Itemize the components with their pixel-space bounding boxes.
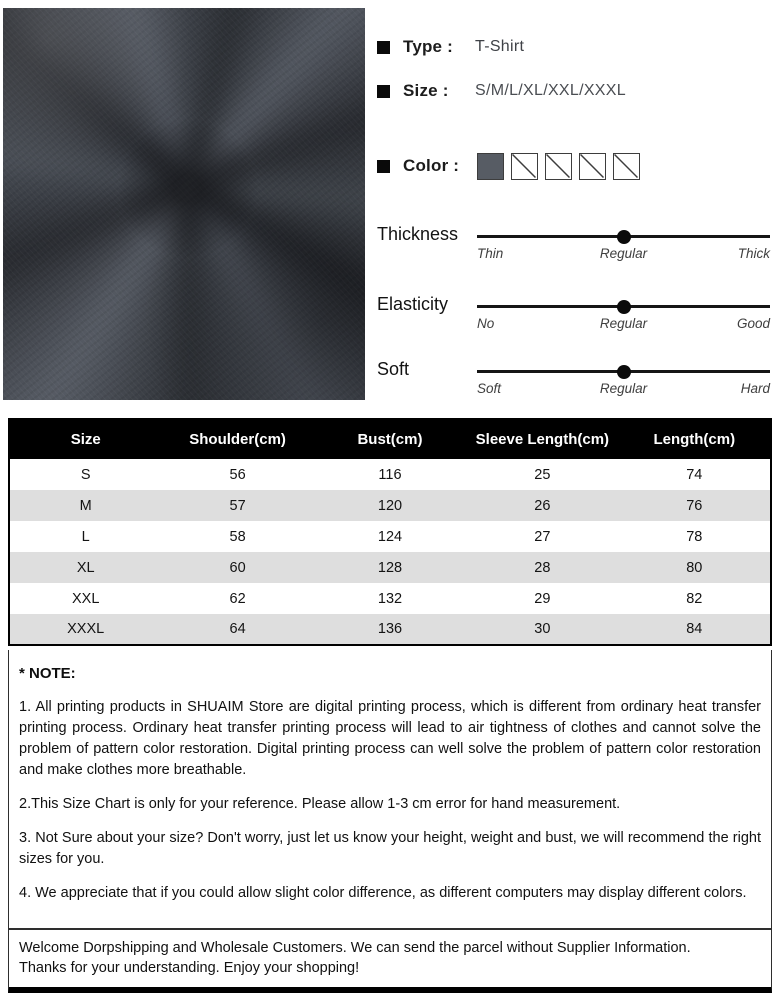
table-cell: 116	[314, 459, 466, 490]
soft-mid-label: Regular	[599, 381, 648, 396]
type-label: Type :	[403, 37, 454, 56]
soft-label: Soft	[377, 359, 410, 379]
column-header: Sleeve Length(cm)	[466, 419, 618, 459]
elasticity-label: Elasticity	[377, 294, 449, 314]
note-title: * NOTE:	[19, 665, 76, 682]
table-cell: 56	[161, 459, 313, 490]
thickness-slider-track	[477, 235, 770, 238]
note-paragraph: 4. We appreciate that if you could allow slight color difference, as different computers may display different colors.	[19, 885, 747, 902]
table-cell: M	[9, 490, 161, 521]
size-value: S/M/L/XL/XXL/XXXL	[475, 82, 626, 99]
table-cell: 136	[314, 614, 466, 645]
table-cell: 62	[161, 583, 313, 614]
table-cell: XXXL	[9, 614, 161, 645]
table-cell: L	[9, 521, 161, 552]
color-swatch-option-3	[545, 153, 572, 180]
table-cell: XL	[9, 552, 161, 583]
soft-slider-dot	[617, 365, 631, 379]
table-row	[9, 552, 771, 583]
thickness-slider-dot	[617, 230, 631, 244]
color-swatch-solid-gray	[477, 153, 504, 180]
table-cell: 74	[619, 459, 771, 490]
thickness-slider	[377, 220, 775, 290]
column-header: Bust(cm)	[314, 419, 466, 459]
table-cell: 29	[466, 583, 618, 614]
note-paragraph: 2.This Size Chart is only for your reference. Please allow 1-3 cm error for hand measurement.	[19, 796, 621, 813]
footer-line-2: Thanks for your understanding. Enjoy your shopping!	[19, 960, 360, 976]
color-label: Color :	[403, 156, 460, 175]
size-row	[377, 81, 626, 101]
footer-message	[9, 928, 771, 987]
table-cell: 58	[161, 521, 313, 552]
table-cell: 82	[619, 583, 771, 614]
table-row	[9, 583, 771, 614]
table-cell: 124	[314, 521, 466, 552]
fabric-photo	[3, 8, 365, 400]
elasticity-mid-label: Regular	[599, 316, 648, 331]
elasticity-slider	[377, 290, 775, 360]
square-bullet-icon	[377, 85, 390, 98]
square-bullet-icon	[377, 41, 390, 54]
soft-slider-track	[477, 370, 770, 373]
note-paragraphs	[9, 650, 771, 928]
column-header: Size	[9, 419, 161, 459]
table-row	[9, 521, 771, 552]
color-swatch-option-5	[613, 153, 640, 180]
note-paragraph: 1. All printing products in SHUAIM Store are digital printing process, which is different from ordinary heat transfer printing process. Ordinary heat transfer printing process will lead to air tightness of clothes and cannot solve the problem of pattern color restoration. Digital printing process can well solve the problem of pattern color restoration and make clothes more breathable.	[19, 699, 761, 779]
diagonal-line-icon	[580, 154, 604, 178]
type-row	[377, 37, 524, 57]
column-header: Shoulder(cm)	[161, 419, 313, 459]
thickness-max-label: Thick	[737, 246, 770, 261]
size-table-body	[9, 459, 771, 645]
note-box	[8, 650, 772, 993]
table-cell: 84	[619, 614, 771, 645]
table-cell: 132	[314, 583, 466, 614]
size-label: Size :	[403, 81, 449, 100]
table-cell: 57	[161, 490, 313, 521]
table-cell: XXL	[9, 583, 161, 614]
type-value: T-Shirt	[475, 38, 525, 55]
table-cell: 27	[466, 521, 618, 552]
elasticity-slider-track	[477, 305, 770, 308]
table-cell: 120	[314, 490, 466, 521]
table-cell: 25	[466, 459, 618, 490]
thickness-label: Thickness	[377, 224, 459, 244]
table-row	[9, 490, 771, 521]
elasticity-min-label: No	[477, 316, 495, 331]
size-chart-table	[8, 418, 772, 646]
square-bullet-icon	[377, 160, 390, 173]
color-swatches	[477, 153, 647, 180]
table-cell: 26	[466, 490, 618, 521]
column-header: Length(cm)	[619, 419, 771, 459]
table-cell: 78	[619, 521, 771, 552]
table-cell: 30	[466, 614, 618, 645]
color-swatch-option-2	[511, 153, 538, 180]
table-cell: S	[9, 459, 161, 490]
footer-line-1: Welcome Dorpshipping and Wholesale Customers. We can send the parcel without Supplier Information.	[19, 940, 691, 956]
diagonal-line-icon	[614, 154, 638, 178]
note-paragraph: 3. Not Sure about your size? Don't worry, just let us know your height, weight and bust, we will recommend the right sizes for you.	[19, 830, 761, 868]
thickness-min-label: Thin	[477, 246, 504, 261]
table-row	[9, 459, 771, 490]
color-swatch-option-4	[579, 153, 606, 180]
table-cell: 64	[161, 614, 313, 645]
table-cell: 80	[619, 552, 771, 583]
color-row	[377, 152, 647, 180]
diagonal-line-icon	[546, 154, 570, 178]
elasticity-max-label: Good	[736, 316, 770, 331]
diagonal-line-icon	[512, 154, 536, 178]
soft-max-label: Hard	[740, 381, 770, 396]
fabric-shading	[3, 8, 365, 400]
soft-slider	[377, 355, 775, 425]
table-cell: 76	[619, 490, 771, 521]
size-table-header-row	[9, 419, 771, 459]
table-row	[9, 614, 771, 645]
table-cell: 128	[314, 552, 466, 583]
thickness-mid-label: Regular	[599, 246, 648, 261]
elasticity-slider-dot	[617, 300, 631, 314]
table-cell: 28	[466, 552, 618, 583]
table-cell: 60	[161, 552, 313, 583]
soft-min-label: Soft	[477, 381, 502, 396]
